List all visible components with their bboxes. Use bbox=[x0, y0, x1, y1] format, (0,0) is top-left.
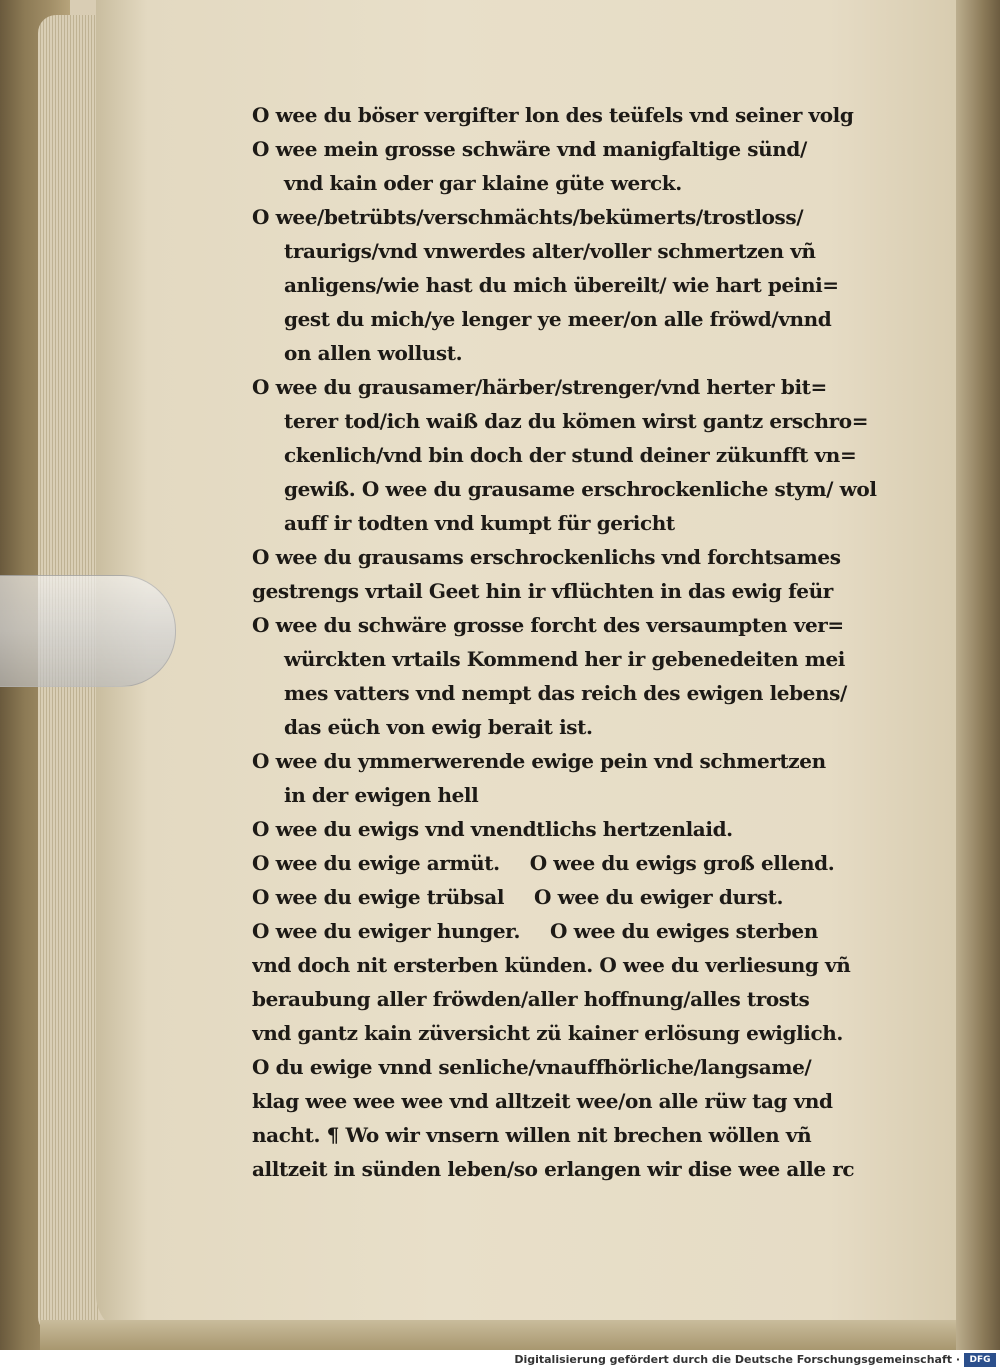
text-line: vnd kain oder gar klaine güte werck. bbox=[284, 171, 682, 195]
text-line: beraubung aller fröwden/aller hoffnung/alles trosts bbox=[252, 987, 810, 1011]
text-line: on allen wollust. bbox=[284, 341, 463, 365]
text-line: O wee du ewiges sterben bbox=[550, 919, 818, 943]
text-line: O wee du grausams erschrockenlichs vnd forchtsames bbox=[252, 545, 841, 569]
text-line: ckenlich/vnd bin doch der stund deiner zükunfft vn= bbox=[284, 443, 857, 467]
page-text bbox=[252, 98, 902, 1186]
text-line: O du ewige vnnd senliche/vnauffhörliche/langsame/ bbox=[252, 1055, 812, 1079]
text-line-pair bbox=[252, 846, 902, 880]
text-line: O wee du grausamer/härber/strenger/vnd herter bit= bbox=[252, 375, 827, 399]
text-line: O wee mein grosse schwäre vnd manigfaltige sünd/ bbox=[252, 137, 807, 161]
text-line: nacht. ¶ Wo wir vnsern willen nit brechen wöllen vñ bbox=[252, 1123, 812, 1147]
text-line: terer tod/ich waiß daz du kömen wirst gantz erschro= bbox=[284, 409, 869, 433]
text-line: anligens/wie hast du mich übereilt/ wie hart peini= bbox=[284, 273, 839, 297]
text-line: auff ir todten vnd kumpt für gericht bbox=[284, 511, 675, 535]
text-line: O wee du ewiger durst. bbox=[534, 885, 784, 909]
dfg-logo: DFG bbox=[964, 1353, 996, 1367]
text-line: O wee du ewiger hunger. bbox=[252, 919, 521, 943]
text-line: das eüch von ewig berait ist. bbox=[284, 715, 593, 739]
text-line: vnd gantz kain züversicht zü kainer erlösung ewiglich. bbox=[252, 1021, 843, 1045]
book-spine bbox=[956, 0, 1000, 1350]
footer-bar bbox=[0, 1350, 1000, 1370]
text-line: O wee du ewige armüt. bbox=[252, 851, 500, 875]
page-clip bbox=[0, 575, 176, 687]
text-line: gewiß. O wee du grausame erschrockenliche stym/ wol bbox=[284, 477, 877, 501]
text-line: O wee du ewigs vnd vnendtlichs hertzenlaid. bbox=[252, 817, 733, 841]
text-line-pair bbox=[252, 880, 902, 914]
text-line: O wee/betrübts/verschmächts/bekümerts/trostloss/ bbox=[252, 205, 804, 229]
text-line: gest du mich/ye lenger ye meer/on alle fröwd/vnnd bbox=[284, 307, 832, 331]
text-line: klag wee wee wee vnd alltzeit wee/on alle rüw tag vnd bbox=[252, 1089, 833, 1113]
text-line: alltzeit in sünden leben/so erlangen wir dise wee alle rc bbox=[252, 1157, 855, 1181]
text-line: gestrengs vrtail Geet hin ir vflüchten in das ewig feür bbox=[252, 579, 833, 603]
text-line: O wee du böser vergifter lon des teüfels vnd seiner volg bbox=[252, 103, 854, 127]
text-line: O wee du ymmerwerende ewige pein vnd schmertzen bbox=[252, 749, 826, 773]
footer-credit: Digitalisierung gefördert durch die Deutsche Forschungsgemeinschaft · bbox=[514, 1353, 960, 1366]
text-line: mes vatters vnd nempt das reich des ewigen lebens/ bbox=[284, 681, 847, 705]
text-line: vnd doch nit ersterben künden. O wee du verliesung vñ bbox=[252, 953, 851, 977]
page-bottom-edge bbox=[40, 1320, 956, 1350]
text-line: O wee du ewige trübsal bbox=[252, 885, 505, 909]
text-line: würckten vrtails Kommend her ir gebenedeiten mei bbox=[284, 647, 845, 671]
text-line: O wee du ewigs groß ellend. bbox=[529, 851, 835, 875]
text-line: O wee du schwäre grosse forcht des versaumpten ver= bbox=[252, 613, 844, 637]
text-line: in der ewigen hell bbox=[284, 783, 479, 807]
text-line-pair bbox=[252, 914, 902, 948]
text-line: traurigs/vnd vnwerdes alter/voller schmertzen vñ bbox=[284, 239, 816, 263]
